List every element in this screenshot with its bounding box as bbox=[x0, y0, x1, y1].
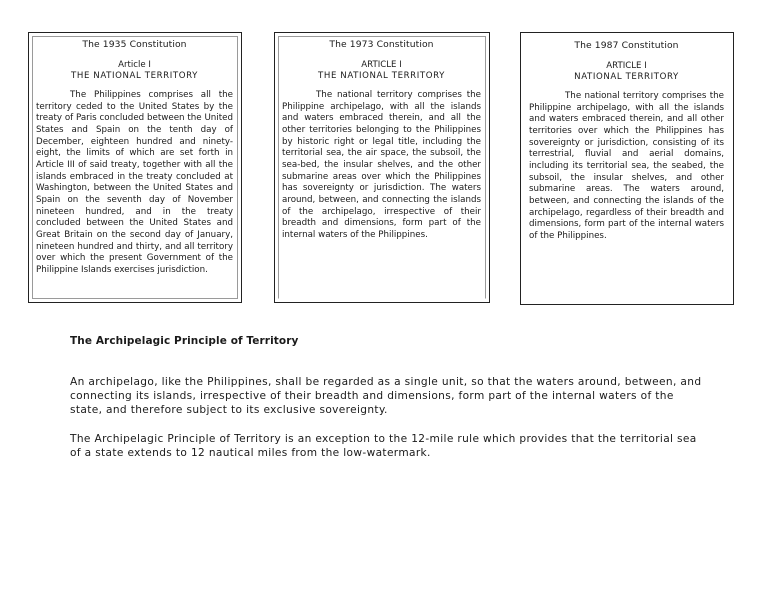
section-paragraph-definition: An archipelago, like the Philippines, shall be regarded as a single unit, so that the waters around, between, and connecting its islands, irrespective of their breadth and dimensions, form part of the internal waters of the state, and therefore subject to its exclusive sovereignty. bbox=[70, 376, 702, 416]
constitution-1987-body: The national territory comprises the Philippine archipelago, with all the islands and waters embraced therein, and all other territories over which the Philippines has sovereignty or jurisdiction, consisting of its terrestrial, fluvial and aerial domains, including its territorial sea, the seabed, the subsoil, the insular shelves, and other submarine areas. The waters around, between, and connecting the islands of the archipelago, regardless of their breadth and dimensions, form part of the internal waters of the Philippines. bbox=[529, 91, 724, 241]
constitution-1987-inner-frame bbox=[525, 37, 729, 300]
constitution-1987-article: ARTICLE I bbox=[606, 61, 647, 71]
section-paragraph-exception: The Archipelagic Principle of Territory is an exception to the 12-mile rule which provides that the territorial sea of a state extends to 12 nautical miles from the low-watermark. bbox=[70, 433, 697, 459]
constitution-1935-box bbox=[28, 32, 242, 303]
constitution-1973-article: ARTICLE I bbox=[361, 60, 402, 70]
constitution-1935-heading: THE NATIONAL TERRITORY bbox=[71, 71, 198, 81]
constitution-1935-inner-frame bbox=[32, 36, 238, 299]
constitution-1973-box bbox=[274, 32, 490, 303]
section-heading: The Archipelagic Principle of Territory bbox=[70, 335, 299, 347]
constitution-1973-inner-frame bbox=[278, 36, 486, 299]
constitution-1935-title: The 1935 Constitution bbox=[82, 39, 187, 50]
constitution-1987-box bbox=[520, 32, 734, 305]
constitution-1935-article: Article I bbox=[118, 60, 151, 70]
constitution-1935-body: The Philippines comprises all the territory ceded to the United States by the treaty of Paris concluded between the United States and Spain on the tenth day of December, eighteen hundred and ninety-eight, the limits of which are set forth in Article III of said treaty, together with all the islands embraced in the treaty concluded at Washington, between the United States and Spain on the seventh day of November nineteen hundred, and in the treaty concluded between the United States and Great Britain on the second day of January, nineteen hundred and thirty, and all territory over which the present Government of the Philippine Islands exercises jurisdiction. bbox=[36, 90, 233, 275]
constitution-1987-title: The 1987 Constitution bbox=[574, 40, 679, 51]
constitution-1973-heading: THE NATIONAL TERRITORY bbox=[318, 71, 445, 81]
constitution-1973-body: The national territory comprises the Philippine archipelago, with all the islands and waters embraced therein, and all the other territories belonging to the Philippines by historic right or legal title, including the territorial sea, the air space, the subsoil, the sea-bed, the insular shelves, and the other submarine areas over which the Philippines has sovereignty or jurisdiction. The waters around, between, and connecting the islands of the archipelago, irrespective of their breadth and dimensions, form part of the internal waters of the Philippines. bbox=[282, 90, 481, 240]
constitution-1973-title: The 1973 Constitution bbox=[329, 39, 434, 50]
constitution-1987-heading: NATIONAL TERRITORY bbox=[574, 72, 679, 82]
